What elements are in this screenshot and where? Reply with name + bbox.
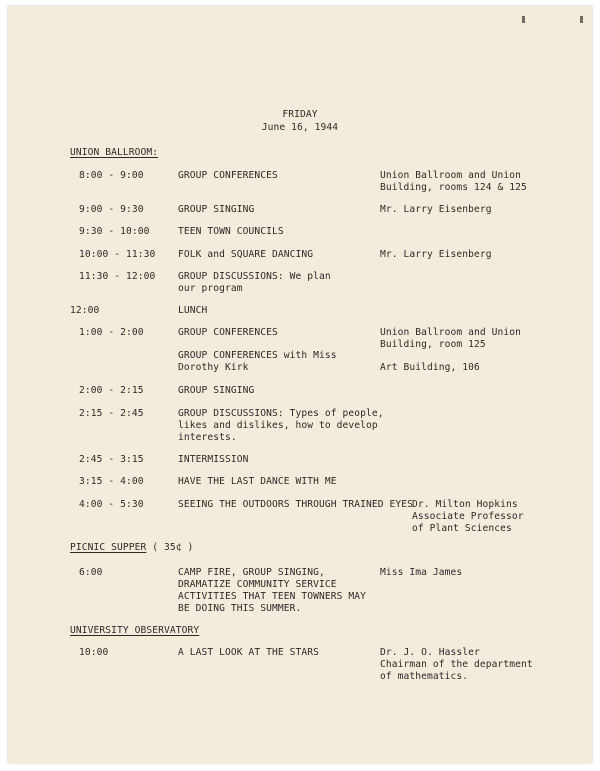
row-location: Art Building, 106 [380, 362, 480, 373]
section-price: ( 35¢ ) [152, 542, 194, 553]
row-leader: Dr. J. O. Hassler Chairman of the department of mathematics. [380, 647, 533, 682]
row-location: Union Ballroom and Union Building, room 125 [380, 327, 522, 350]
row-time: 9:30 - 10:00 [79, 226, 150, 237]
row-time: 8:00 - 9:00 [79, 170, 144, 181]
row-time: 2:15 - 2:45 [79, 408, 144, 419]
row-time: 2:45 - 3:15 [79, 454, 144, 465]
row-time: 6:00 [79, 567, 103, 578]
row-time: 11:30 - 12:00 [79, 271, 156, 282]
row-time: 2:00 - 2:15 [79, 385, 144, 396]
row-location: Union Ballroom and Union Building, rooms 124 & 125 [380, 170, 527, 193]
row-time: 3:15 - 4:00 [79, 476, 144, 487]
row-activity: GROUP CONFERENCES [178, 170, 278, 181]
row-leader: Dr. Milton Hopkins Associate Professor of Plant Sciences [412, 499, 524, 534]
row-time: 12:00 [70, 305, 100, 316]
row-time: 9:00 - 9:30 [79, 204, 144, 215]
section-title-picnic-supper [70, 542, 193, 554]
row-activity: TEEN TOWN COUNCILS [178, 226, 284, 237]
row-activity: FOLK and SQUARE DANCING [178, 249, 314, 260]
row-leader: Miss Ima James [380, 567, 463, 578]
section-title-text: PICNIC SUPPER [70, 542, 147, 553]
section-title-university-observatory: UNIVERSITY OBSERVATORY [70, 625, 200, 636]
row-activity: SEEING THE OUTDOORS THROUGH TRAINED EYES [178, 499, 414, 510]
section-title-union-ballroom: UNION BALLROOM: [70, 147, 159, 158]
document-page [8, 6, 592, 763]
staple-mark [522, 16, 525, 23]
row-activity: CAMP FIRE, GROUP SINGING, DRAMATIZE COMMUNITY SERVICE ACTIVITIES THAT TEEN TOWNERS MAY BE DOING THIS SUMMER. [178, 567, 367, 614]
row-activity: GROUP SINGING [178, 204, 255, 215]
row-activity: GROUP SINGING [178, 385, 255, 396]
row-activity: INTERMISSION [178, 454, 249, 465]
row-time: 4:00 - 5:30 [79, 499, 144, 510]
staple-mark [580, 16, 583, 23]
row-activity: A LAST LOOK AT THE STARS [178, 647, 320, 658]
row-time: 10:00 [79, 647, 109, 658]
row-activity: GROUP DISCUSSIONS: Types of people, likes and dislikes, how to develop interests. [178, 408, 384, 443]
row-activity: GROUP CONFERENCES [178, 327, 278, 338]
row-time: 1:00 - 2:00 [79, 327, 144, 338]
row-activity: HAVE THE LAST DANCE WITH ME [178, 476, 337, 487]
header-date: June 16, 1944 [261, 122, 339, 133]
row-leader: Mr. Larry Eisenberg [380, 204, 492, 215]
row-activity: GROUP CONFERENCES with Miss Dorothy Kirk [178, 350, 337, 373]
row-activity: LUNCH [178, 305, 208, 316]
row-activity: GROUP DISCUSSIONS: We plan our program [178, 271, 331, 294]
row-leader: Mr. Larry Eisenberg [380, 249, 492, 260]
row-time: 10:00 - 11:30 [79, 249, 156, 260]
header-day: FRIDAY [282, 109, 318, 120]
